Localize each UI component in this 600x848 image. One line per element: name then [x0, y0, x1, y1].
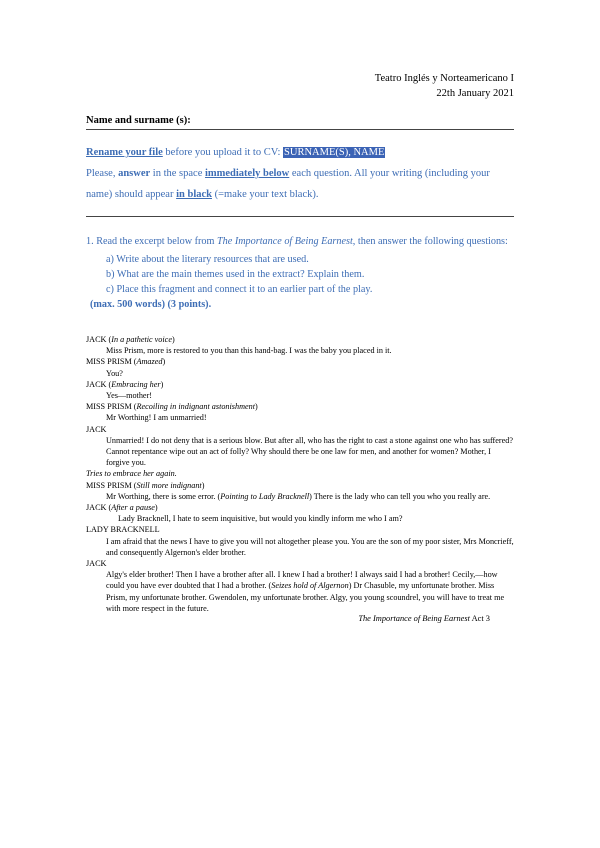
- stage-direction: Still more indignant: [136, 480, 202, 490]
- speaker-miss-prism: MISS PRISM (: [86, 480, 137, 490]
- dialogue-line: Lady Bracknell, I hate to seem inquisitive, but would you kindly inform me who I am?: [118, 514, 403, 524]
- speaker-line: [86, 401, 516, 412]
- dialogue-line: [106, 569, 516, 614]
- dialogue-line: Miss Prism, more is restored to you than this hand-bag. I was the baby you placed in it.: [106, 346, 392, 356]
- instruction-text-2d: (=make your text black).: [211, 189, 319, 200]
- dialogue-line: You?: [106, 368, 123, 378]
- exam-date: 22th January 2021: [436, 88, 514, 99]
- dialogue-line: Mr Worthing! I am unmarried!: [106, 413, 207, 423]
- speaker-jack: JACK: [86, 424, 107, 434]
- instruction-text-2c: each question. All your writing (including your name) should appear: [86, 168, 490, 200]
- play-title: The Importance of Being Earnest: [216, 236, 353, 247]
- speaker-line: [86, 502, 516, 513]
- speaker-line: [86, 379, 516, 390]
- instruction-text-2b: in the space: [150, 168, 205, 179]
- instructions-divider: [86, 216, 514, 217]
- speaker-jack: JACK: [86, 559, 107, 569]
- speaker-line: [86, 356, 516, 367]
- name-underline: [86, 129, 514, 130]
- immediately-below-link[interactable]: immediately below: [204, 168, 290, 179]
- question-block: [86, 234, 516, 312]
- question-item-a: a) Write about the literary resources that are used.: [106, 254, 309, 265]
- question-intro: [86, 234, 516, 249]
- question-item-b: b) What are the main themes used in the extract? Explain them.: [106, 269, 365, 280]
- question-marks: (max. 500 words) (3 points).: [90, 299, 212, 310]
- speaker-miss-prism: MISS PRISM (: [86, 402, 137, 412]
- paren-close: ): [154, 503, 158, 513]
- speaker-line: [86, 334, 516, 345]
- instruction-text-1: before you upload it to CV:: [162, 147, 284, 158]
- stage-direction: Recoiling in indignant astonishment: [136, 402, 255, 412]
- paren-close: ): [255, 402, 258, 412]
- question-intro-a: 1. Read the excerpt below from: [86, 236, 217, 247]
- play-excerpt: [86, 334, 516, 614]
- paren-close: ): [171, 335, 175, 344]
- source-title: The Importance of Being Earnest: [358, 614, 470, 623]
- paren-close: ): [160, 379, 164, 389]
- speaker-miss-prism: MISS PRISM (: [86, 357, 137, 367]
- instructions: [86, 142, 516, 205]
- question-intro-b: , then answer the following questions:: [352, 236, 508, 247]
- instruction-answer: answer: [118, 168, 151, 179]
- instruction-text-2a: Please,: [86, 168, 119, 179]
- dialogue-part: Mr Worthing, there is some error. (: [106, 491, 221, 501]
- stage-direction: Pointing to Lady Bracknell: [220, 491, 310, 501]
- course-title: Teatro Inglés y Norteamericano I: [374, 73, 514, 84]
- dialogue-line: Unmarried! I do not deny that is a serious blow. But after all, who has the right to cast a stone against one who has suffered? Cannot repentance wipe out an act of folly? Why should there be one law for men, and another for women? Mother, I forgive you.: [106, 435, 513, 468]
- question-item-c: c) Place this fragment and connect it to an earlier part of the play.: [106, 284, 373, 295]
- speaker-jack: JACK (: [86, 503, 112, 513]
- dialogue-part: Algy's elder brother! Then I have a brother after all. I knew I had a brother! I always said I had a brother! Cecily,—how could you have ever doubted that I had a brother. (: [106, 570, 498, 591]
- stage-direction: Seizes hold of Algernon: [271, 581, 349, 591]
- in-black-link[interactable]: in black: [176, 189, 212, 200]
- name-label: Name and surname (s):: [86, 115, 191, 126]
- stage-direction: Embracing her: [111, 379, 161, 389]
- paren-close: ): [201, 480, 205, 490]
- dialogue-part: ) Dr Chasuble, my unfortunate brother. Miss Prism, my unfortunate brother. Gwendolen, my unfortunate brother. Algy, you young scoundrel, you will have to treat me with more respect in the future.: [106, 581, 505, 613]
- excerpt-source: [358, 614, 490, 623]
- filename-highlight: SURNAME(S), NAME: [284, 147, 385, 158]
- stage-direction: In a pathetic voice: [111, 335, 172, 344]
- paren-close: ): [162, 357, 166, 367]
- rename-file-link[interactable]: Rename your file: [86, 147, 163, 158]
- speaker-jack: JACK (: [86, 335, 112, 344]
- dialogue-line: [106, 491, 516, 502]
- dialogue-part: ) There is the lady who can tell you who you really are.: [309, 491, 491, 501]
- speaker-lady-bracknell: LADY BRACKNELL: [86, 525, 160, 535]
- source-act: Act 3: [469, 614, 490, 623]
- dialogue-line: I am afraid that the news I have to give you will not altogether please you. You are the son of my poor sister, Mrs Moncrieff, and consequently Algernon's elder brother.: [106, 536, 514, 557]
- stage-direction: Tries to embrace her again.: [86, 469, 177, 479]
- dialogue-line: Yes—mother!: [106, 391, 153, 401]
- stage-direction: After a pause: [111, 503, 155, 513]
- stage-direction: Amazed: [136, 357, 163, 367]
- speaker-jack: JACK (: [86, 379, 112, 389]
- speaker-line: [86, 480, 516, 491]
